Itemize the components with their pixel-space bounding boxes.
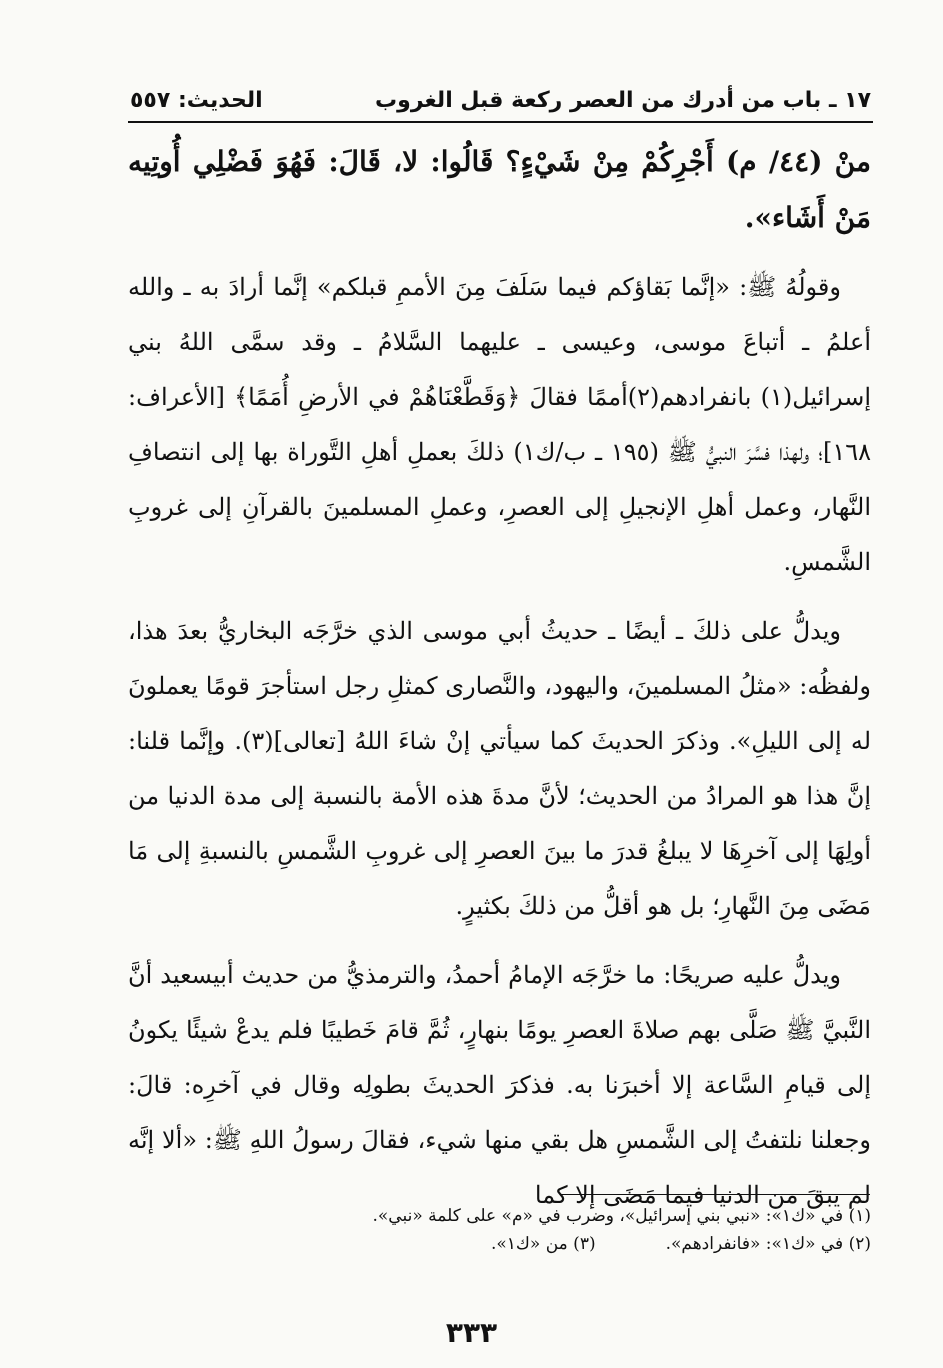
footnote-1: (١) في «ك١»: «نبي بني إسرائيل»، وضرب في «م» على كلمة «نبي». [372,1206,871,1226]
footnote-2: (٢) في «ك١»: «فانفرادهم». [665,1234,871,1254]
footnote-3: (٣) من «ك١». [490,1234,596,1254]
header-divider [128,121,873,123]
paragraph-4: ويدلُّ عليه صريحًا: ما خرَّجَه الإمامُ أحمدُ، والترمذيُّ من حديث أبيسعيد أنَّ النَّبيَّ ﷺ صَلَّى بهم صلاةَ العصرِ يومًا بنهارٍ، ثُمَّ قامَ خَطيبًا فلم يدعْ شيئًا يكونُ إلى قيامِ السَّاعة إلا أخبرَنا به. فذكرَ الحديثَ بطولِه وقال في آخرِه: قالَ: وجعلنا نلتفتُ إلى الشَّمسِ هل بقي منها شيء، فقالَ رسولُ اللهِ ﷺ: «ألا إنَّه لم يبقَ من الدنيا فيما مَضَى إلا كما [128,961,871,1209]
hadith-reference: الحديث: ٥٥٧ [130,87,263,113]
paragraph-1: منْ (٤٤/ م) أَجْرِكُمْ مِنْ شَيْءٍ؟ قَالُوا: لا، قَالَ: فَهُوَ فَضْلِي أُوتِيه مَنْ أَشَاء». [128,145,871,234]
paragraph-3: ويدلُّ على ذلكَ ـ أيضًا ـ حديثُ أبي موسى الذي خرَّجَه البخاريُّ بعدَ هذا، ولفظُه: «مثلُ المسلمينَ، واليهود، والنَّصارى كمثلِ رجل استأجرَ قومًا يعملونَ له إلى الليلِ». وذكرَ الحديثَ كما سيأتي إنْ شاءَ اللهُ [تعالى](٣). وإنَّما قلنا: إنَّ هذا هو المرادُ من الحديث؛ لأنَّ مدةَ هذه الأمة بالنسبة إلى مدة الدنيا من أولِهَا إلى آخرِهَا لا يبلغُ قدرَ ما بينَ العصرِ إلى غروبِ الشَّمسِ بالنسبةِ إلى مَا مَضَى مِنَ النَّهارِ؛ بل هو أقلُّ من ذلكَ بكثيرٍ. [128,617,872,920]
main-text [128,134,871,1223]
footnote-divider [560,1194,870,1195]
page-number: ٣٣٣ [445,1316,498,1349]
paragraph-2: وقولُهُ ﷺ: «إنَّما بَقاؤكم فيما سَلَفَ مِنَ الأممِ قبلكم» إنَّما أرادَ به ـ والله أعلمُ ـ أتباعَ موسى، وعيسى ـ عليهما السَّلامُ ـ وقد سمَّى اللهُ بني إسرائيل(١) بانفرادهم(٢)أممًا فقالَ ﴿وَقَطَّعْنَاهُمْ في الأرضِ أُمَمًا﴾ [الأعراف: ١٦٨]؛ ولهذا فسَّرَ النبيُّ ﷺ (١٩٥ ـ ب/ك١) ذلكَ بعملِ أهلِ التَّوراة بها إلى انتصافِ النَّهار، وعمل أهلِ الإنجيلِ إلى العصرِ، وعملِ المسلمينَ بالقرآنِ إلى غروبِ الشَّمسِ. [128,273,872,576]
running-header [130,78,871,122]
footnotes [128,1202,871,1258]
footnote-row [128,1230,871,1258]
chapter-title: ١٧ ـ باب من أدرك من العصر ركعة قبل الغروب [375,87,871,113]
